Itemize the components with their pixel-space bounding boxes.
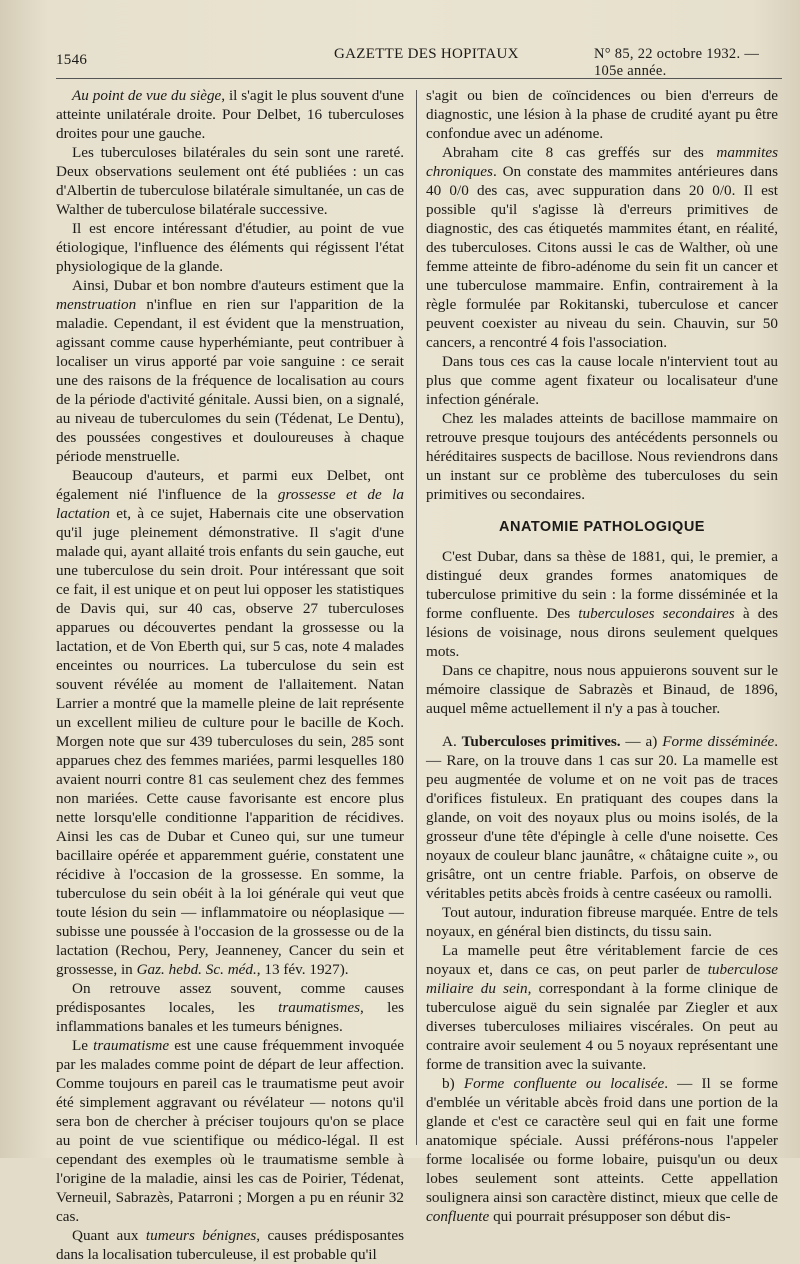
paragraph-spacer xyxy=(426,718,778,732)
paragraph: Ainsi, Dubar et bon nombre d'auteurs estiment que la menstruation n'influe en rien sur l'apparition de la maladie. Cependant, il est évident que la menstruation, agissant comme cause hyperhémiante, peut contribuer à localiser un virus apporté par voie sanguine : ce serait une des raisons de la fréquence de localisation au cours de la période d'activité génitale. Aussi bien, on a signalé, au niveau de tuberculomes du sein (Tédenat, Le Dentu), des poussées congestives et douloureuses à chaque période menstruelle. xyxy=(56,277,404,465)
paragraph: Dans tous ces cas la cause locale n'intervient tout au plus que comme agent fixateur ou localisateur d'une infection générale. xyxy=(426,353,778,408)
paragraph: Au point de vue du siège, il s'agit le plus souvent d'une atteinte unilatérale droite. Pour Delbet, 16 tuberculoses droites pour une gauche. xyxy=(56,87,404,142)
left-column xyxy=(56,86,404,1264)
paragraph: C'est Dubar, dans sa thèse de 1881, qui, le premier, a distingué deux grandes formes anatomiques de tuberculose primitive du sein : la forme disséminée et la forme confluente. Des tuberculoses secondaires à des lésions de voisinage, nous dirons seulement quelques mots. xyxy=(426,548,778,660)
page-header xyxy=(56,40,782,79)
right-column-top xyxy=(426,86,778,504)
paragraph: Dans ce chapitre, nous nous appuierons souvent sur le mémoire classique de Sabrazès et Binaud, de 1896, auquel même actuellement il n'y a pas à toucher. xyxy=(426,662,778,717)
paragraph: Abraham cite 8 cas greffés sur des mammites chroniques. On constate des mammites antérieures dans 40 0/0 des cas, avec suppuration dans 20 0/0. Il est possible qu'il s'agisse là d'erreurs primitives de diagnostic, des cas étiquetés mammites étant, en réalité, des tuberculoses. Citons aussi le cas de Walther, où une femme atteinte de fibro-adénome du sein fit un cancer et une tuberculose mammaire. Enfin, contrairement à la règle formulée par Rokitanski, tuberculose et cancer peuvent coexister au niveau du sein. Chauvin, sur 50 cancers, a rencontré 4 fois l'association. xyxy=(426,144,778,351)
section-title: ANATOMIE PATHOLOGIQUE xyxy=(499,519,705,535)
right-column xyxy=(426,86,778,1226)
paragraph: Quant aux tumeurs bénignes, causes prédisposantes dans la localisation tuberculeuse, il est probable qu'il xyxy=(56,1227,404,1263)
right-column-bottom xyxy=(426,547,778,1226)
column-divider xyxy=(416,90,417,1145)
paragraph: Il est encore intéressant d'étudier, au point de vue étiologique, l'influence des éléments qui régissent l'état physiologique de la glande. xyxy=(56,220,404,275)
paragraph: On retrouve assez souvent, comme causes prédisposantes locales, les traumatismes, les inflammations banales et les tumeurs bénignes. xyxy=(56,980,404,1035)
paragraph: La mamelle peut être véritablement farcie de ces noyaux et, dans ce cas, on peut parler de tuberculose miliaire du sein, correspondant à la forme clinique de tuberculose aiguë du sein signalée par Ziegler et aux diverses tuberculoses miliaires viscérales. On peut au contraire avoir seulement 4 ou 5 noyaux représentant une forme de transition avec la suivante. xyxy=(426,942,778,1073)
paragraph: Chez les malades atteints de bacillose mammaire on retrouve presque toujours des antécédents personnels ou héréditaires suspects de bacillose. Nous reviendrons dans un instant sur ce problème des tuberculoses du sein primitives ou secondaires. xyxy=(426,410,778,503)
paragraph: A. Tuberculoses primitives. — a) Forme disséminée. — Rare, on la trouve dans 1 cas sur 20. La mamelle est peu augmentée de volume et on ne voit pas de traces d'orifices fistuleux. En pratiquant des coupes dans la glande, on voit des noyaux plus ou moins isolés, de la grosseur d'une tête d'épingle à celle d'une noisette. Ces noyaux de couleur blanc jaunâtre, « châtaigne cuite », ou grisâtre, ont un centre friable. Parfois, on observe de véritables petits abcès froids à centre caséeux ou ramolli. xyxy=(426,733,778,902)
issue-line: N° 85, 22 octobre 1932. — 105e année. xyxy=(594,46,760,79)
paragraph: Les tuberculoses bilatérales du sein sont une rareté. Deux observations seulement ont été publiées : un cas d'Albertin de tuberculose bilatérale simultanée, un cas de Walther de tuberculose bilatérale successive. xyxy=(56,144,404,218)
paragraph: s'agit ou bien de coïncidences ou bien d'erreurs de diagnostic, une lésion à la phase de crudité ayant pu être confondue avec un adénome. xyxy=(426,87,778,142)
paragraph: Tout autour, induration fibreuse marquée. Entre de tels noyaux, en général bien distincts, du tissu sain. xyxy=(426,904,778,940)
journal-title: GAZETTE DES HOPITAUX xyxy=(334,46,519,62)
paragraph: Le traumatisme est une cause fréquemment invoquée par les malades comme point de départ de leur affection. Comme toujours en pareil cas le traumatisme peut avoir été simplement aggravant ou révélateur — notons qu'il sera bon de chercher à préciser toujours qu'on se place au point de vue scientifique ou médico-légal. Il est cependant des exemples où le traumatisme semble à l'origine de la maladie, ainsi les cas de Poirier, Tédenat, Verneuil, Sabrazès, Patarroni ; Morgen a pu en réunir 32 cas. xyxy=(56,1037,404,1225)
header-rule xyxy=(56,78,782,79)
paragraph: Beaucoup d'auteurs, et parmi eux Delbet, ont également nié l'influence de la grossesse et de la lactation et, à ce sujet, Habernais cite une observation qu'il juge pleinement démonstrative. Il s'agit d'une malade qui, ayant allaité trois enfants du sein gauche, eut une tuberculose du sein droit. Pour intéressant que soit ce fait, il est unique et on peut lui opposer les statistiques de Davis qui, sur 40 cas, observe 27 tuberculoses apparues ou découvertes pendant la grossesse ou la lactation, et de Von Eberth qui, sur 5 cas, note 4 malades enceintes ou nourrices. La tuberculose du sein est souvent révélée au moment de l'allaitement. Natan Larrier a montré que la mamelle pleine de lait représente un excellent milieu de culture pour le bacille de Koch. Morgen note que sur 439 tuberculoses du sein, 285 sont apparues chez des femmes mariées, parmi lesquelles 180 avaient nourri contre 81 cas seulement chez des femmes non mariées. Cette cause favorisante est encore plus nette lorsqu'elle conditionne l'apparition de récidives. Ainsi les cas de Dubar et Cuneo qui, sur une tumeur bacillaire opérée et apparemment guérie, constatent une récidive à l'occasion de la grossesse. En somme, la tuberculose du sein obéit à la loi générale qui veut que toute lésion du sein — inflammatoire ou néoplasique — subisse une poussée à l'occasion de la grossesse ou de la lactation (Rechou, Pery, Jeanneney, Cancer du sein et grossesse, in Gaz. hebd. Sc. méd., 13 fév. 1927). xyxy=(56,467,404,978)
paragraph: b) Forme confluente ou localisée. — Il se forme d'emblée un véritable abcès froid dans une portion de la glande et c'est ce caractère seul qui en fait une forme anatomique spéciale. Aussi préférons-nous l'appeler forme localisée ou forme lobaire, puisqu'un ou deux lobes seulement sont atteints. Cette appellation soulignera ainsi son caractère distinct, mieux que celle de confluente qui pourrait présupposer son début dis- xyxy=(426,1075,778,1225)
page-number: 1546 xyxy=(56,52,88,68)
